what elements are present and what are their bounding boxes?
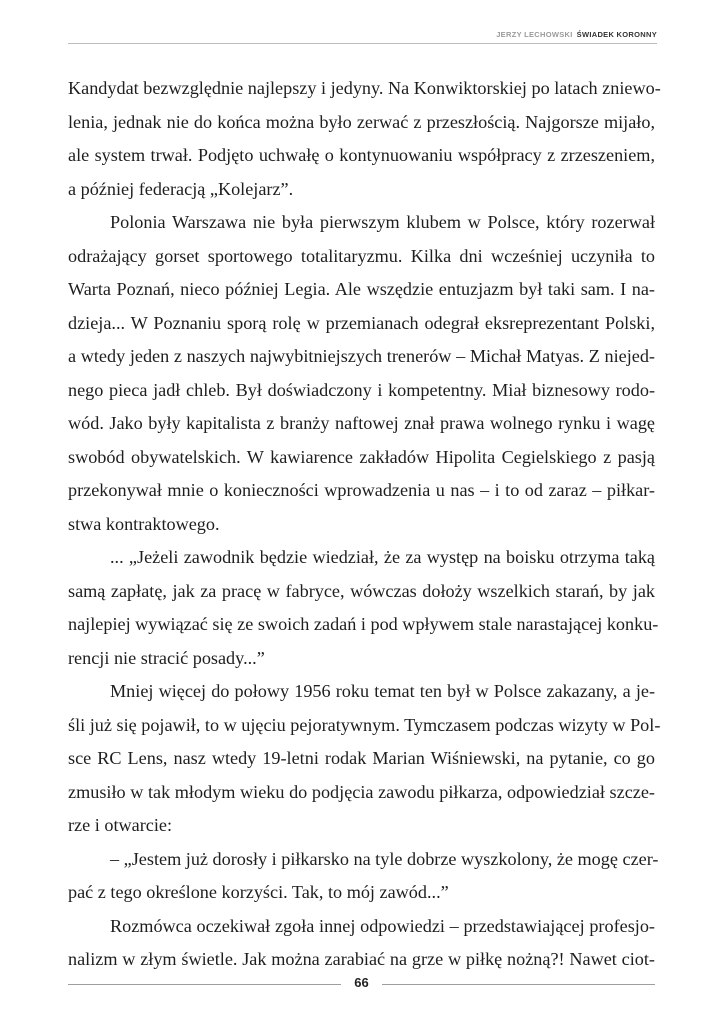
text-line: śli już się pojawił, to w ujęciu pejoratywnym. Tymczasem podczas wizyty w Pol-	[68, 714, 661, 735]
text-line: zmusiło w tak młodym wieku do podjęcia zawodu piłkarza, odpowiedział szcze-	[68, 781, 655, 802]
text-line: nego pieca jadł chleb. Był doświadczony i kompetentny. Miał biznesowy rodo-	[68, 379, 655, 400]
text-line: Warta Poznań, nieco później Legia. Ale wszędzie entuzjazm był taki sam. I na-	[68, 279, 655, 299]
page-number: 66	[354, 975, 369, 990]
header-rule	[68, 43, 657, 44]
text-line: pać z tego określone korzyści. Tak, to mój zawód...”	[68, 882, 449, 902]
text-line: swobód obywatelskich. W kawiarence zakładów Hipolita Cegielskiego z pasją	[68, 446, 655, 467]
text-line: Rozmówca oczekiwał zgoła innej odpowiedzi – przedstawiającej profesjo-	[110, 915, 655, 936]
text-line: Polonia Warszawa nie była pierwszym klubem w Polsce, który rozerwał	[110, 212, 655, 232]
text-line: nalizm w złym świetle. Jak można zarabiać na grze w piłkę nożną?! Nawet ciot-	[68, 949, 655, 969]
text-line: rencji nie stracić posady...”	[68, 647, 265, 668]
text-line: przekonywał mnie o konieczności wprowadzenia u nas – i to od zaraz – piłkar-	[68, 480, 655, 500]
text-line: a później federacją „Kolejarz”.	[68, 178, 294, 199]
text-line: lenia, jednak nie do końca można było zerwać z przeszłością. Najgorsze mijało,	[68, 111, 655, 132]
text-line: samą zapłatę, jak za pracę w fabryce, wówczas dołoży wszelkich starań, by jak	[68, 580, 655, 601]
text-line: wód. Jako były kapitalista z branży naftowej znał prawa wolnego rynku i wagę	[68, 413, 655, 433]
footer-rule-left	[68, 984, 341, 985]
text-line: ... „Jeżeli zawodnik będzie wiedział, że za występ na boisku otrzyma taką	[110, 547, 655, 567]
text-line: Mniej więcej do połowy 1956 roku temat ten był w Polsce zakazany, a je-	[110, 681, 655, 701]
footer-rule-right	[382, 984, 655, 985]
text-line: najlepiej wywiązać się ze swoich zadań i pod wpływem stale narastającej konku-	[68, 614, 659, 634]
text-line: – „Jestem już dorosły i piłkarsko na tyle dobrze wyszkolony, że mogę czer-	[110, 848, 659, 869]
text-line: sce RC Lens, nasz wtedy 19-letni rodak Marian Wiśniewski, na pytanie, co go	[68, 748, 655, 768]
text-line: stwa kontraktowego.	[68, 513, 220, 534]
body-text	[68, 72, 661, 977]
text-line: odrażający gorset sportowego totalitaryzmu. Kilka dni wcześniej uczyniła to	[68, 245, 655, 266]
header-author: JERZY LECHOWSKI	[496, 30, 573, 39]
running-header	[68, 30, 657, 39]
text-line: Kandydat bezwzględnie najlepszy i jedyny. Na Konwiktorskiej po latach zniewo-	[68, 78, 661, 98]
text-line: rze i otwarcie:	[68, 815, 173, 835]
header-book-title: ŚWIADEK KORONNY	[576, 30, 657, 39]
text-line: a wtedy jeden z naszych najwybitniejszych trenerów – Michał Matyas. Z niejed-	[68, 346, 655, 366]
text-line: ale system trwał. Podjęto uchwałę o kontynuowaniu współpracy z zrzeszeniem,	[68, 145, 655, 165]
text-line: dzieja... W Poznaniu sporą rolę w przemianach odegrał eksreprezentant Polski,	[68, 312, 655, 333]
